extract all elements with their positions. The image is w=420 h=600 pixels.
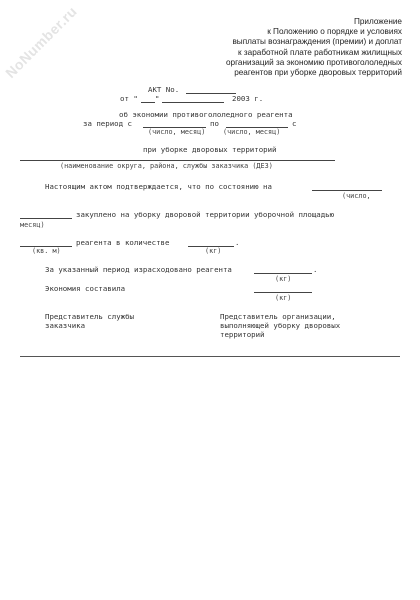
saved-field[interactable] — [254, 292, 312, 293]
contractor-signature-line-2: выполняющей уборку дворовых — [220, 321, 341, 330]
period-from-hint: (число, месяц) — [148, 128, 206, 136]
spent-hint: (кг) — [275, 275, 292, 283]
spent-field[interactable] — [254, 273, 312, 274]
appendix-line: реагентов при уборке дворовых территорий — [234, 68, 402, 78]
area-hint: (кв. м) — [32, 247, 61, 255]
purchased-text: закуплено на уборку дворовой территории уборочной площадью — [76, 210, 335, 219]
saved-text: Экономия составила — [45, 284, 126, 293]
contractor-signature-line-3: территорий — [220, 330, 265, 339]
confirm-date-field[interactable] — [312, 190, 382, 191]
spent-dot: . — [313, 265, 318, 274]
date-month-field[interactable] — [162, 102, 224, 103]
date-day-field[interactable] — [141, 102, 155, 103]
appendix-line: организаций за экономию противогололедных — [225, 57, 402, 67]
period-to-hint: (число, месяц) — [223, 128, 281, 136]
customer-name-hint: (наименование округа, района, службы заказчика (ДЕЗ) — [60, 162, 273, 170]
act-number-label: АКТ No. — [148, 85, 180, 94]
appendix-line: к Положению о порядке и условиях — [267, 27, 402, 37]
cleaning-subject: при уборке дворовых территорий — [143, 145, 277, 154]
appendix-line: к заработной плате работникам жилищных — [238, 47, 402, 57]
customer-signature-line-1: Представитель службы — [45, 312, 134, 321]
bottom-divider — [20, 356, 400, 357]
period-end-label: с — [292, 119, 297, 128]
date-quote: " — [155, 94, 160, 103]
customer-signature-line-2: заказчика — [45, 321, 86, 330]
spent-text: За указанный период израсходовано реагента — [45, 265, 232, 274]
appendix-note — [162, 17, 402, 78]
date-prefix: от " — [120, 94, 138, 103]
confirm-text: Настоящим актом подтверждается, что по состоянию на — [45, 182, 272, 191]
date-year: 2003 г. — [232, 94, 264, 103]
confirm-date-hint: (число, — [342, 192, 371, 200]
period-from-label: за период с — [83, 119, 132, 128]
act-subject: об экономии противогололедного реагента — [119, 110, 293, 119]
reagent-quantity-hint: (кг) — [205, 247, 222, 255]
contractor-signature-line-1: Представитель организации, — [220, 312, 336, 321]
reagent-quantity-dot: . — [235, 238, 240, 247]
appendix-line: выплаты вознаграждения (премии) и доплат — [232, 37, 402, 47]
period-to-label: по — [210, 119, 219, 128]
appendix-line: Приложение — [353, 17, 402, 26]
reagent-quantity-text: реагента в количестве — [76, 238, 170, 247]
watermark: NoNumber.ru — [2, 3, 81, 81]
customer-name-field[interactable] — [20, 160, 335, 161]
act-number-field[interactable] — [186, 93, 236, 94]
purchased-date-field[interactable] — [20, 218, 72, 219]
saved-hint: (кг) — [275, 294, 292, 302]
purchased-date-hint: месяц) — [20, 221, 45, 229]
